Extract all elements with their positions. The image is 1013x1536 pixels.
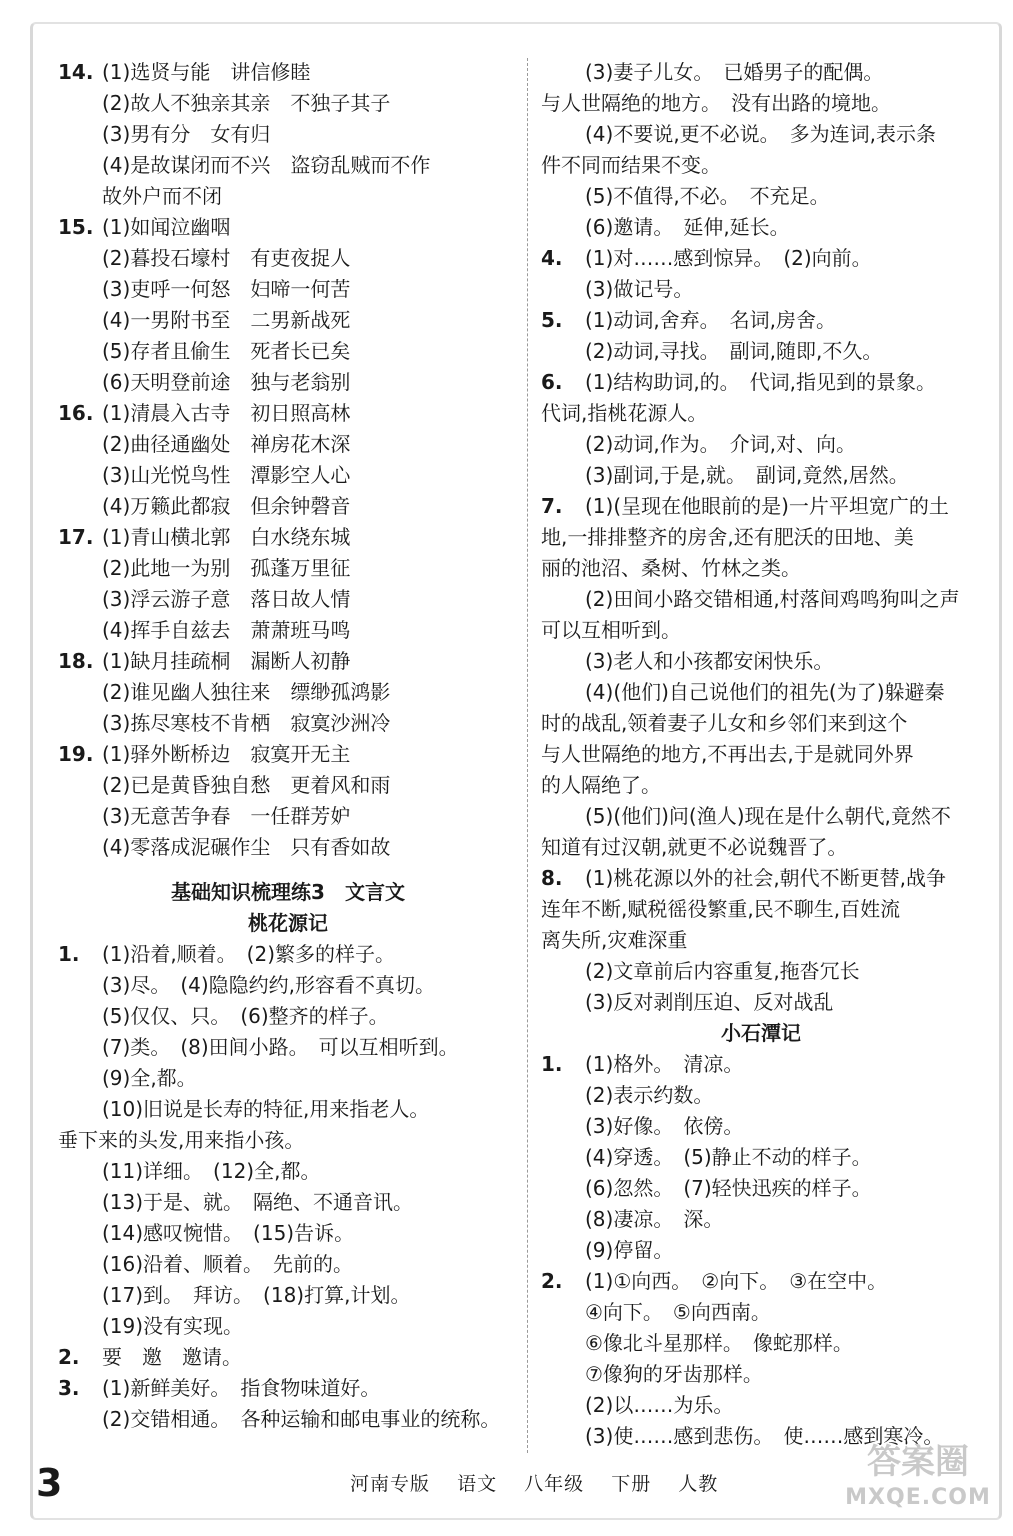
question-number: 15.	[58, 215, 94, 239]
answer-line: (5)存者且偷生 死者长已矣	[102, 339, 351, 363]
footer-subject: 语文	[457, 1473, 498, 1495]
answer-line: (2)表示约数。	[585, 1083, 714, 1107]
answer-line: ⑥像北斗星那样。 像蛇那样。	[585, 1331, 853, 1355]
answer-line: 代词,指桃花源人。	[541, 401, 708, 425]
answer-line: 离失所,灾难深重	[541, 928, 688, 952]
answer-line: 时的战乱,领着妻子儿女和乡邻们来到这个	[541, 711, 908, 735]
answer-line: (17)到。 拜访。 (18)打算,计划。	[102, 1283, 411, 1307]
answer-line: (3)浮云游子意 落日故人情	[102, 587, 351, 611]
question-number: 5.	[541, 308, 563, 332]
answer-line: (3)做记号。	[585, 277, 694, 301]
answer-line: (4)零落成泥碾作尘 只有香如故	[102, 835, 391, 859]
answer-line: 垂下来的头发,用来指小孩。	[58, 1128, 305, 1152]
question-number: 2.	[58, 1345, 80, 1369]
watermark-url: MXQE.COM	[845, 1485, 991, 1510]
poem-answers-block	[58, 57, 518, 863]
answer-line: 故外户而不闭	[102, 184, 222, 208]
answer-line	[58, 57, 518, 88]
answer-line: (3)尽。 (4)隐隐约约,形容看不真切。	[102, 973, 436, 997]
question-number: 19.	[58, 742, 94, 766]
answer-line: (2)已是黄昏独自愁 更着风和雨	[102, 773, 391, 797]
answer-line: (6)忽然。 (7)轻快迅疾的样子。	[585, 1176, 872, 1200]
column-divider	[527, 58, 528, 1453]
left-column	[58, 57, 518, 1435]
answer-text: 要 邀 邀请。	[102, 1345, 242, 1369]
answer-line: (3)吏呼一何怒 妇啼一何苦	[102, 277, 351, 301]
answer-line: (3)妻子儿女。 已婚男子的配偶。	[585, 60, 884, 84]
answer-line	[541, 1266, 981, 1297]
subsection-title-taohuayuanji: 桃花源记	[248, 911, 328, 935]
footer-meta	[350, 1470, 738, 1498]
xiaoshitanji-answers-block	[541, 1049, 981, 1452]
taohuayuanji-answers-continued	[541, 57, 981, 1018]
answer-line: 的人隔绝了。	[541, 773, 661, 797]
watermark	[838, 1440, 998, 1526]
answer-line	[541, 243, 981, 274]
question-number: 14.	[58, 60, 94, 84]
answer-line: (2)此地一为别 孤蓬万里征	[102, 556, 351, 580]
answer-line: (3)使……感到悲伤。 使……感到寒冷。	[585, 1424, 944, 1448]
answer-line: (2)田间小路交错相通,村落间鸡鸣狗叫之声	[585, 587, 960, 611]
answer-line: (3)山光悦鸟性 潭影空人心	[102, 463, 351, 487]
answer-line: (5)不值得,不必。 不充足。	[585, 184, 830, 208]
answer-text: (1)缺月挂疏桐 漏断人初静	[102, 649, 351, 673]
section-title: 基础知识梳理练3 文言文	[171, 880, 405, 904]
question-number: 17.	[58, 525, 94, 549]
taohuayuanji-answers-block	[58, 939, 518, 1435]
question-number: 1.	[58, 942, 80, 966]
answer-line: (4)穿透。 (5)静止不动的样子。	[585, 1145, 872, 1169]
answer-line	[541, 367, 981, 398]
answer-text: (1)新鲜美好。 指食物味道好。	[102, 1376, 381, 1400]
answer-line	[58, 646, 518, 677]
answer-line: (3)老人和小孩都安闲快乐。	[585, 649, 834, 673]
answer-line: 连年不断,赋税徭役繁重,民不聊生,百姓流	[541, 897, 901, 921]
answer-text: (1)对……感到惊异。 (2)向前。	[585, 246, 872, 270]
answer-line: (2)动词,作为。 介词,对、向。	[585, 432, 857, 456]
answer-line: (2)以……为乐。	[585, 1393, 734, 1417]
answer-line: (3)副词,于是,就。 副词,竟然,居然。	[585, 463, 909, 487]
answer-line: 知道有过汉朝,就更不必说魏晋了。	[541, 835, 848, 859]
answer-line	[58, 398, 518, 429]
footer-publisher: 人教	[678, 1473, 719, 1495]
answer-line: (4)不要说,更不必说。 多为连词,表示条	[585, 122, 937, 146]
question-number: 4.	[541, 246, 563, 270]
question-number: 6.	[541, 370, 563, 394]
question-number: 2.	[541, 1269, 563, 1293]
answer-line	[541, 491, 981, 522]
answer-line: (4)万籁此都寂 但余钟磬音	[102, 494, 351, 518]
answer-line: (2)动词,寻找。 副词,随即,不久。	[585, 339, 883, 363]
answer-line: 件不同而结果不变。	[541, 153, 721, 177]
answer-line: (2)交错相通。 各种运输和邮电事业的统称。	[102, 1407, 501, 1431]
answer-line	[58, 939, 518, 970]
question-number: 8.	[541, 866, 563, 890]
answer-line: 丽的池沼、桑树、竹林之类。	[541, 556, 801, 580]
answer-line: (10)旧说是长寿的特征,用来指老人。	[102, 1097, 430, 1121]
answer-line: ⑦像狗的牙齿那样。	[585, 1362, 763, 1386]
answer-text: (1)清晨入古寺 初日照高林	[102, 401, 351, 425]
answer-line	[58, 1373, 518, 1404]
answer-line: 与人世隔绝的地方,不再出去,于是就同外界	[541, 742, 914, 766]
question-number: 18.	[58, 649, 94, 673]
answer-line: (6)邀请。 延伸,延长。	[585, 215, 790, 239]
question-number: 16.	[58, 401, 94, 425]
right-column	[541, 57, 981, 1452]
page-number: 3	[36, 1461, 63, 1505]
answer-line: 地,一排排整齐的房舍,还有肥沃的田地、美	[541, 525, 914, 549]
answer-line: (2)暮投石壕村 有吏夜捉人	[102, 246, 351, 270]
answer-line: (3)好像。 依傍。	[585, 1114, 744, 1138]
answer-text: (1)桃花源以外的社会,朝代不断更替,战争	[585, 866, 947, 890]
answer-line: (2)谁见幽人独往来 缥缈孤鸿影	[102, 680, 391, 704]
answer-line: (3)拣尽寒枝不肯栖 寂寞沙洲冷	[102, 711, 391, 735]
answer-line: (4)挥手自兹去 萧萧班马鸣	[102, 618, 351, 642]
answer-line: (2)文章前后内容重复,拖沓冗长	[585, 959, 860, 983]
answer-line	[541, 863, 981, 894]
answer-line: (8)凄凉。 深。	[585, 1207, 724, 1231]
answer-text: (1)结构助词,的。 代词,指见到的景象。	[585, 370, 937, 394]
answer-text: (1)(呈现在他眼前的是)一片平坦宽广的土	[585, 494, 949, 518]
answer-line: (11)详细。 (12)全,都。	[102, 1159, 321, 1183]
watermark-logo: 答案圈	[867, 1442, 969, 1482]
answer-line: 与人世隔绝的地方。 没有出路的境地。	[541, 91, 891, 115]
answer-line: (14)感叹惋惜。 (15)告诉。	[102, 1221, 355, 1245]
answer-line	[58, 1342, 518, 1373]
answer-line	[58, 212, 518, 243]
subsection-title-xiaoshitanji: 小石潭记	[721, 1021, 801, 1045]
answer-line	[541, 305, 981, 336]
answer-line: (2)曲径通幽处 禅房花木深	[102, 432, 351, 456]
answer-line: ④向下。 ⑤向西南。	[585, 1300, 771, 1324]
question-number: 3.	[58, 1376, 80, 1400]
answer-line: (3)无意苦争春 一任群芳妒	[102, 804, 351, 828]
answer-line: (5)仅仅、只。 (6)整齐的样子。	[102, 1004, 389, 1028]
answer-line: (4)(他们)自己说他们的祖先(为了)躲避秦	[585, 680, 945, 704]
answer-text: (1)①向西。 ②向下。 ③在空中。	[585, 1269, 888, 1293]
footer-grade: 八年级	[524, 1473, 585, 1495]
answer-line: (3)男有分 女有归	[102, 122, 271, 146]
answer-text: (1)选贤与能 讲信修睦	[102, 60, 311, 84]
answer-text: (1)如闻泣幽咽	[102, 215, 231, 239]
answer-text: (1)动词,舍弃。 名词,房舍。	[585, 308, 837, 332]
answer-text: (1)驿外断桥边 寂寞开无主	[102, 742, 351, 766]
answer-line	[541, 1049, 981, 1080]
answer-line: (16)沿着、顺着。 先前的。	[102, 1252, 354, 1276]
answer-text: (1)格外。 清凉。	[585, 1052, 744, 1076]
question-number: 1.	[541, 1052, 563, 1076]
footer-volume: 下册	[611, 1473, 652, 1495]
answer-line: (3)反对剥削压迫、反对战乱	[585, 990, 834, 1014]
answer-line: (4)一男附书至 二男新战死	[102, 308, 351, 332]
answer-line: 可以互相听到。	[541, 618, 681, 642]
answer-line: (9)停留。	[585, 1238, 674, 1262]
question-number: 7.	[541, 494, 563, 518]
answer-line: (5)(他们)问(渔人)现在是什么朝代,竟然不	[585, 804, 951, 828]
answer-text: (1)青山横北郭 白水绕东城	[102, 525, 351, 549]
answer-line: (2)故人不独亲其亲 不独子其子	[102, 91, 391, 115]
answer-line	[58, 522, 518, 553]
answer-line: (19)没有实现。	[102, 1314, 244, 1338]
answer-line: (9)全,都。	[102, 1066, 197, 1090]
answer-line: (6)天明登前途 独与老翁别	[102, 370, 351, 394]
answer-line: (4)是故谋闭而不兴 盗窃乱贼而不作	[102, 153, 431, 177]
answer-line: (7)类。 (8)田间小路。 可以互相听到。	[102, 1035, 459, 1059]
answer-text: (1)沿着,顺着。 (2)繁多的样子。	[102, 942, 396, 966]
answer-line	[58, 739, 518, 770]
answer-line: (13)于是、就。 隔绝、不通音讯。	[102, 1190, 414, 1214]
footer-edition: 河南专版	[350, 1473, 431, 1495]
